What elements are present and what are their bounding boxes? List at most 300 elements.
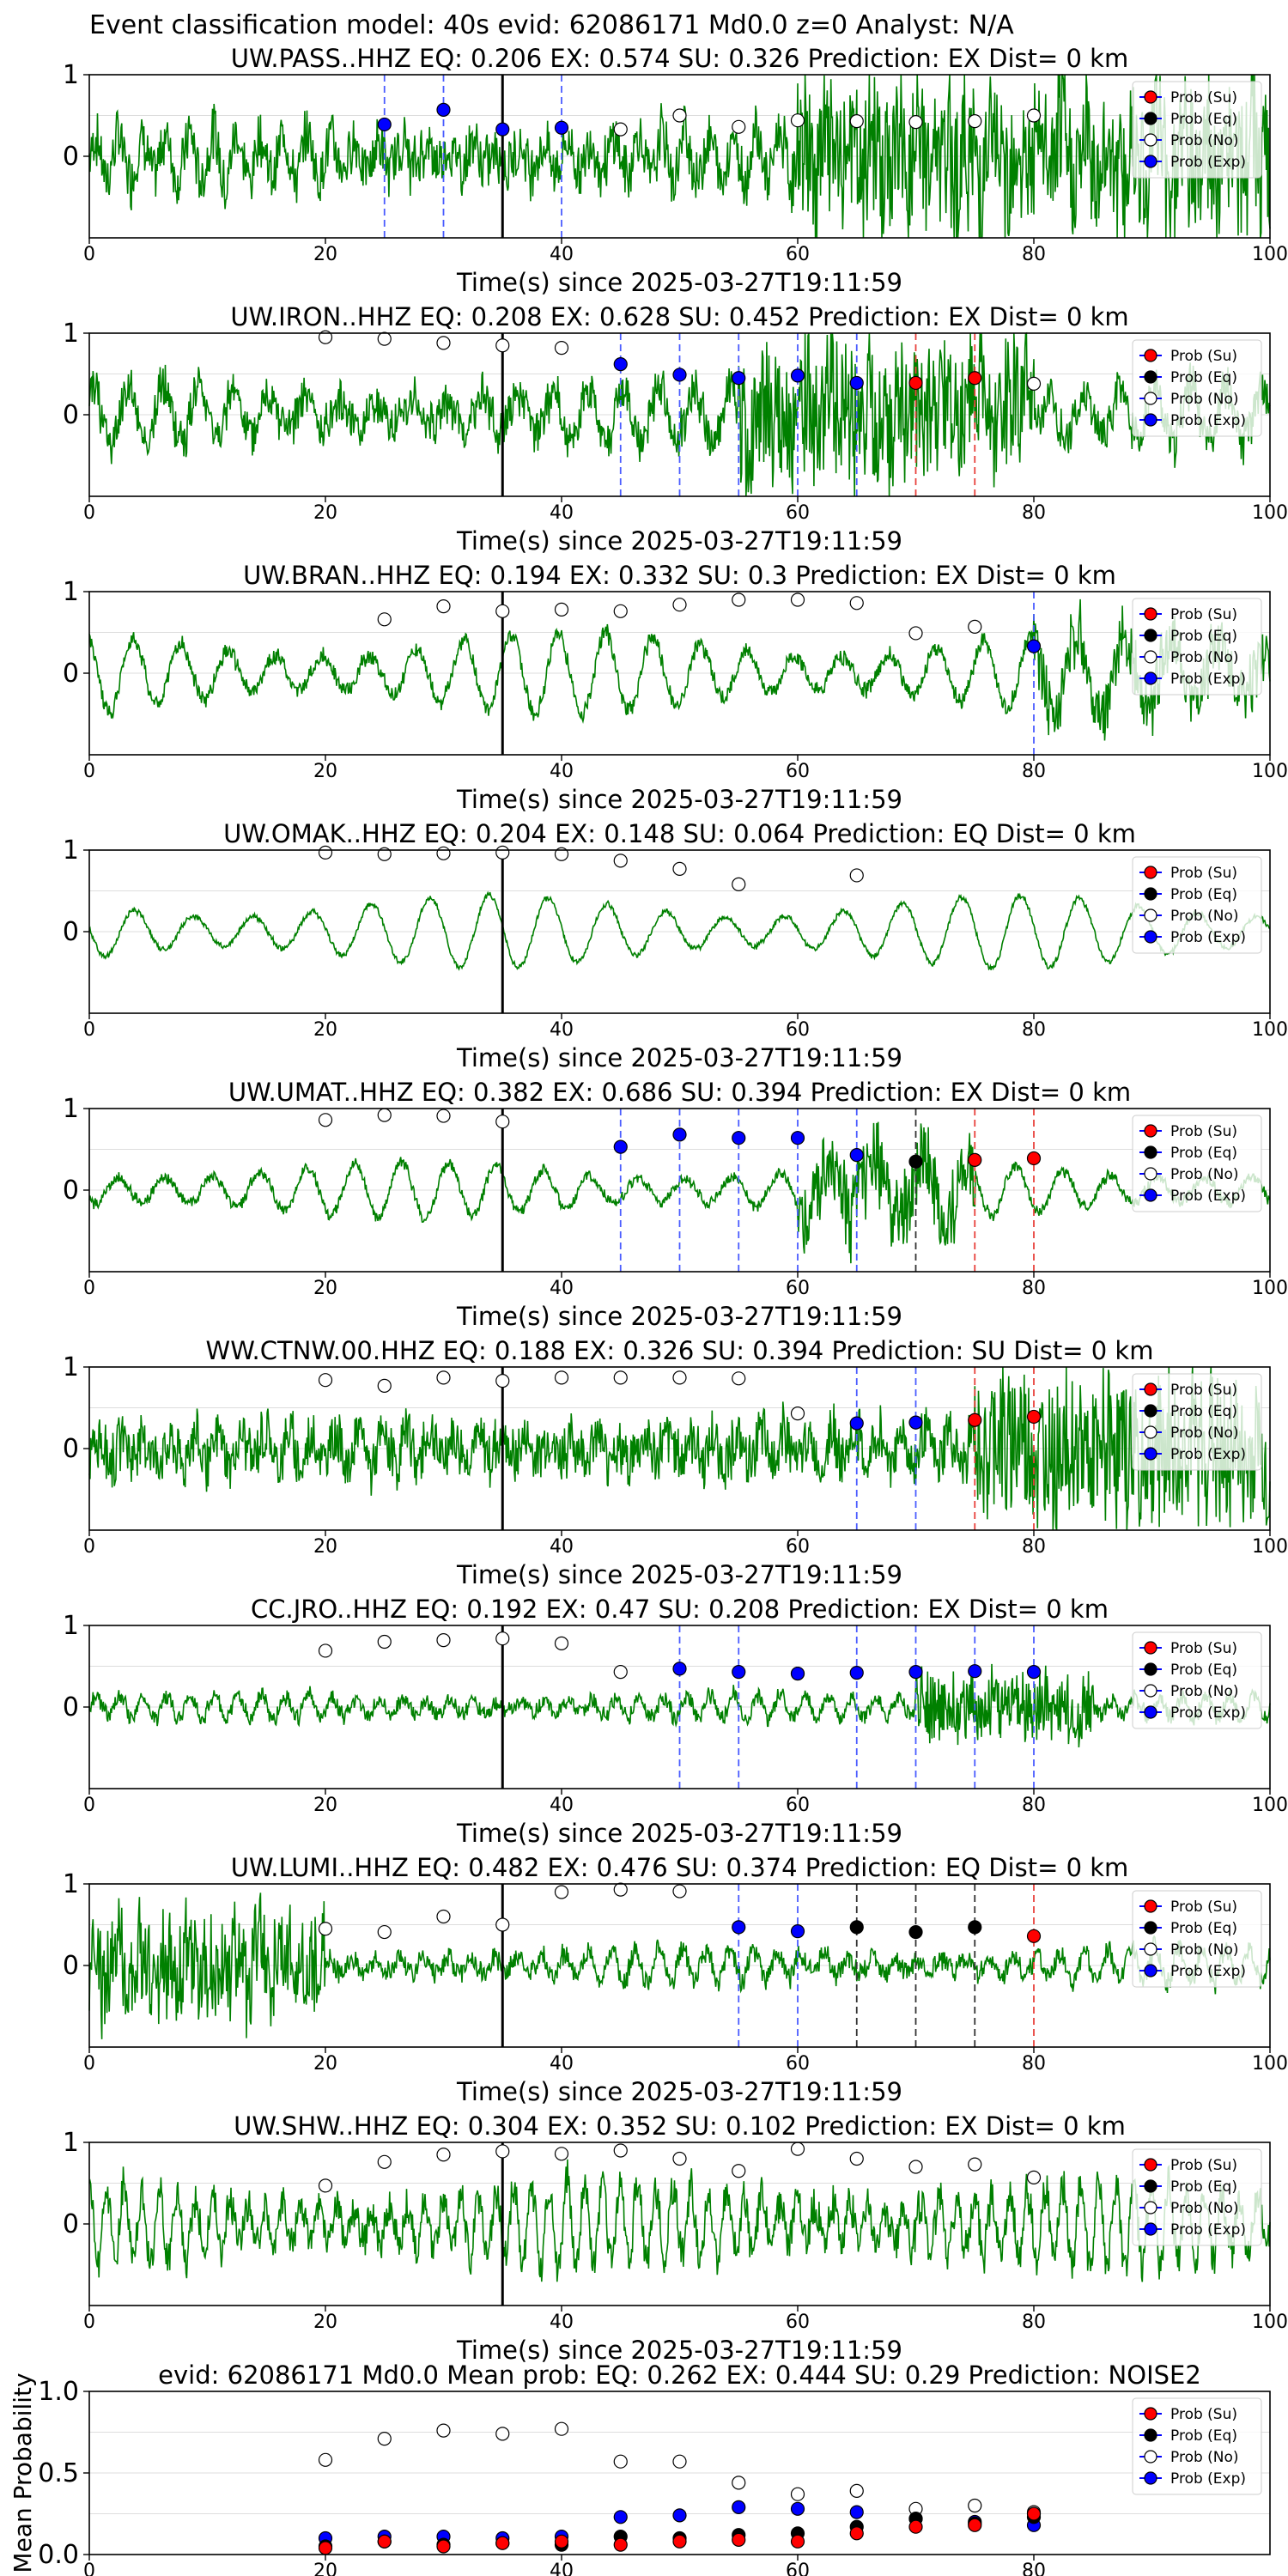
- marker-su: [496, 2537, 509, 2549]
- legend-label: Prob (Exp): [1170, 1446, 1247, 1463]
- x-tick-label: 80: [1022, 502, 1046, 524]
- legend-label: Prob (No): [1170, 391, 1239, 408]
- marker-no: [378, 2155, 391, 2168]
- x-tick-label: 20: [313, 2312, 337, 2333]
- legend-marker-no: [1145, 651, 1157, 663]
- marker-no: [319, 1923, 332, 1935]
- subplot-title: UW.UMAT..HHZ EQ: 0.382 EX: 0.686 SU: 0.394 Prediction: EX Dist= 0 km: [228, 1078, 1132, 1107]
- marker-no: [614, 854, 627, 867]
- marker-no: [437, 600, 450, 613]
- marker-no: [792, 114, 805, 127]
- marker-no: [319, 2179, 332, 2192]
- legend-marker-eq: [1145, 888, 1157, 900]
- legend-label: Prob (Su): [1170, 606, 1237, 623]
- legend: [1133, 1115, 1261, 1212]
- marker-exp: [792, 1925, 805, 1938]
- legend-marker-eq: [1145, 2429, 1157, 2441]
- y-tick-label: 1: [62, 835, 79, 866]
- x-tick-label: 40: [550, 2561, 574, 2576]
- x-tick-label: 80: [1022, 2561, 1046, 2576]
- x-axis-label: Time(s) since 2025-03-27T19:11:59: [457, 526, 902, 556]
- marker-exp: [850, 2506, 863, 2518]
- marker-su: [673, 2535, 686, 2548]
- marker-no: [378, 1926, 391, 1939]
- marker-no: [969, 2158, 981, 2171]
- legend-label: Prob (Eq): [1170, 1403, 1237, 1420]
- legend-marker-eq: [1145, 112, 1157, 125]
- marker-su: [1028, 1410, 1041, 1423]
- subplot-title: UW.PASS..HHZ EQ: 0.206 EX: 0.574 SU: 0.326 Prediction: EX Dist= 0 km: [230, 44, 1129, 73]
- marker-su: [850, 2527, 863, 2540]
- marker-su: [556, 2535, 568, 2548]
- marker-no: [496, 605, 509, 617]
- x-tick-label: 0: [83, 1278, 95, 1299]
- x-tick-label: 60: [786, 761, 810, 782]
- legend-label: Prob (Su): [1170, 348, 1237, 365]
- marker-exp: [792, 369, 805, 382]
- marker-su: [969, 1413, 981, 1426]
- legend-marker-no: [1145, 1168, 1157, 1180]
- x-axis-label: Time(s) since 2025-03-27T19:11:59: [457, 1560, 902, 1589]
- legend-marker-eq: [1145, 371, 1157, 383]
- y-tick-label: 1: [62, 1869, 79, 1899]
- marker-no: [614, 2144, 627, 2157]
- marker-no: [614, 123, 627, 136]
- subplot-7: [63, 1595, 1288, 1848]
- legend-label: Prob (Eq): [1170, 2427, 1237, 2445]
- marker-exp: [732, 1132, 745, 1145]
- x-tick-label: 40: [550, 1536, 574, 1558]
- marker-no: [437, 1109, 450, 1122]
- marker-no: [319, 1114, 332, 1127]
- marker-no: [556, 1637, 568, 1649]
- legend: [1133, 82, 1261, 178]
- legend-label: Prob (No): [1170, 1166, 1239, 1183]
- legend-label: Prob (Eq): [1170, 886, 1237, 903]
- legend-marker-eq: [1145, 1663, 1157, 1675]
- legend-marker-su: [1145, 1900, 1157, 1912]
- legend-label: Prob (Eq): [1170, 111, 1237, 128]
- x-tick-label: 0: [83, 2561, 95, 2576]
- legend-label: Prob (Su): [1170, 2157, 1237, 2174]
- marker-no: [732, 1372, 745, 1385]
- legend-label: Prob (Eq): [1170, 1920, 1237, 1937]
- x-tick-label: 0: [83, 1536, 95, 1558]
- x-tick-label: 0: [83, 1795, 95, 1816]
- x-tick-label: 60: [786, 1536, 810, 1558]
- marker-no: [673, 109, 686, 122]
- subplot-title: UW.SHW..HHZ EQ: 0.304 EX: 0.352 SU: 0.102 Prediction: EX Dist= 0 km: [234, 2111, 1126, 2141]
- legend-label: Prob (Exp): [1170, 929, 1247, 946]
- legend-marker-exp: [1145, 2223, 1157, 2235]
- marker-no: [556, 342, 568, 355]
- legend-label: Prob (Exp): [1170, 2221, 1247, 2239]
- x-tick-label: 100: [1252, 1795, 1288, 1816]
- legend: [1133, 2149, 1261, 2245]
- marker-no: [614, 2455, 627, 2468]
- legend-label: Prob (No): [1170, 1941, 1239, 1959]
- x-tick-label: 80: [1022, 1278, 1046, 1299]
- x-tick-label: 40: [550, 244, 574, 265]
- subplot-title: evid: 62086171 Md0.0 Mean prob: EQ: 0.262 EX: 0.444 SU: 0.29 Prediction: NOISE2: [158, 2360, 1201, 2390]
- legend-label: Prob (Su): [1170, 865, 1237, 882]
- marker-no: [850, 2484, 863, 2497]
- x-tick-label: 0: [83, 761, 95, 782]
- legend-marker-exp: [1145, 414, 1157, 426]
- marker-no: [673, 862, 686, 875]
- legend-marker-eq: [1145, 1405, 1157, 1417]
- legend-marker-su: [1145, 1642, 1157, 1654]
- x-tick-label: 80: [1022, 761, 1046, 782]
- x-tick-label: 0: [83, 2053, 95, 2075]
- marker-exp: [850, 1417, 863, 1430]
- legend-label: Prob (No): [1170, 908, 1239, 925]
- x-tick-label: 40: [550, 502, 574, 524]
- legend-marker-exp: [1145, 931, 1157, 943]
- legend: [1133, 598, 1261, 695]
- legend: [1133, 1632, 1261, 1728]
- marker-no: [969, 620, 981, 633]
- x-tick-label: 0: [83, 1019, 95, 1041]
- legend-label: Prob (Su): [1170, 1382, 1237, 1399]
- marker-no: [556, 1886, 568, 1899]
- legend-marker-exp: [1145, 1965, 1157, 1977]
- marker-no: [850, 2153, 863, 2166]
- x-axis-label: Time(s) since 2025-03-27T19:11:59: [457, 1043, 902, 1072]
- marker-no: [614, 1666, 627, 1679]
- marker-su: [969, 372, 981, 385]
- marker-no: [437, 2424, 450, 2437]
- legend-label: Prob (Su): [1170, 1899, 1237, 1916]
- legend-marker-exp: [1145, 155, 1157, 167]
- legend-marker-no: [1145, 2451, 1157, 2463]
- x-tick-label: 20: [313, 2053, 337, 2075]
- marker-no: [1028, 377, 1041, 390]
- seismic-waveform: [89, 75, 1270, 238]
- marker-no: [614, 605, 627, 617]
- marker-no: [1028, 2171, 1041, 2184]
- marker-no: [673, 598, 686, 611]
- y-tick-label: 1: [62, 577, 79, 607]
- marker-exp: [850, 1667, 863, 1680]
- legend-marker-su: [1145, 1383, 1157, 1395]
- marker-eq: [969, 1921, 981, 1934]
- legend-marker-eq: [1145, 1922, 1157, 1934]
- legend-marker-exp: [1145, 2472, 1157, 2484]
- y-tick-label: 0: [62, 1434, 79, 1464]
- subplot-8: [63, 1853, 1288, 2106]
- marker-no: [732, 2476, 745, 2489]
- marker-no: [437, 1371, 450, 1384]
- marker-no: [437, 1634, 450, 1647]
- legend-marker-eq: [1145, 2180, 1157, 2192]
- legend-label: Prob (Eq): [1170, 628, 1237, 645]
- marker-exp: [732, 1666, 745, 1679]
- legend-label: Prob (Su): [1170, 89, 1237, 106]
- marker-no: [673, 1371, 686, 1384]
- marker-exp: [673, 1662, 686, 1675]
- x-tick-label: 0: [83, 244, 95, 265]
- marker-exp: [673, 2509, 686, 2522]
- marker-no: [319, 1374, 332, 1387]
- marker-no: [496, 339, 509, 352]
- marker-no: [673, 1885, 686, 1898]
- legend-marker-no: [1145, 134, 1157, 146]
- marker-no: [319, 2453, 332, 2466]
- marker-no: [378, 332, 391, 345]
- subplot-5: [63, 1078, 1288, 1331]
- legend-label: Prob (No): [1170, 132, 1239, 149]
- x-tick-label: 100: [1252, 2053, 1288, 2075]
- marker-no: [732, 593, 745, 606]
- marker-no: [614, 1883, 627, 1896]
- x-tick-label: 100: [1252, 502, 1288, 524]
- y-tick-label: 0: [62, 1692, 79, 1722]
- x-tick-label: 60: [786, 1019, 810, 1041]
- marker-no: [792, 593, 805, 606]
- x-tick-label: 60: [786, 244, 810, 265]
- x-tick-label: 40: [550, 2312, 574, 2333]
- marker-no: [556, 603, 568, 616]
- legend-label: Prob (Exp): [1170, 1188, 1247, 1205]
- legend-label: Prob (No): [1170, 649, 1239, 666]
- x-axis-label: Time(s) since 2025-03-27T19:11:59: [457, 785, 902, 814]
- marker-exp: [792, 1668, 805, 1680]
- marker-exp: [437, 103, 450, 116]
- marker-no: [496, 1632, 509, 1645]
- y-tick-label: 0: [62, 400, 79, 430]
- marker-exp: [732, 2500, 745, 2513]
- x-tick-label: 100: [1252, 761, 1288, 782]
- marker-su: [909, 2520, 922, 2533]
- marker-su: [378, 2535, 391, 2548]
- y-tick-label: 0: [62, 917, 79, 947]
- legend-label: Prob (Eq): [1170, 2178, 1237, 2196]
- x-tick-label: 20: [313, 1536, 337, 1558]
- x-axis-label: Time(s) since 2025-03-27T19:11:59: [457, 2077, 902, 2106]
- legend-marker-su: [1145, 608, 1157, 620]
- marker-su: [1028, 1151, 1041, 1164]
- y-tick-label: 0: [62, 1951, 79, 1981]
- y-tick-label: 1: [62, 1094, 79, 1124]
- marker-su: [614, 2538, 627, 2551]
- legend-marker-su: [1145, 2159, 1157, 2171]
- legend-label: Prob (Su): [1170, 2406, 1237, 2423]
- legend-label: Prob (No): [1170, 1683, 1239, 1700]
- x-tick-label: 40: [550, 2053, 574, 2075]
- marker-su: [319, 2542, 332, 2555]
- y-tick-label: 0: [62, 659, 79, 689]
- legend-label: Prob (Su): [1170, 1123, 1237, 1140]
- legend-marker-su: [1145, 866, 1157, 878]
- marker-no: [909, 2160, 922, 2173]
- marker-no: [437, 337, 450, 349]
- x-tick-label: 20: [313, 1278, 337, 1299]
- x-tick-label: 40: [550, 761, 574, 782]
- x-tick-label: 100: [1252, 1278, 1288, 1299]
- legend-marker-no: [1145, 909, 1157, 921]
- marker-no: [556, 2422, 568, 2435]
- marker-exp: [673, 368, 686, 381]
- marker-eq: [909, 1155, 922, 1168]
- marker-su: [909, 376, 922, 389]
- legend-marker-su: [1145, 1125, 1157, 1137]
- subplot-4: [63, 819, 1288, 1072]
- marker-no: [969, 115, 981, 128]
- x-tick-label: 40: [550, 1278, 574, 1299]
- legend-marker-no: [1145, 1943, 1157, 1955]
- marker-eq: [909, 1926, 922, 1939]
- marker-no: [792, 1407, 805, 1420]
- marker-no: [1028, 109, 1041, 122]
- marker-no: [850, 869, 863, 882]
- marker-no: [732, 120, 745, 133]
- y-tick-label: 1: [62, 2128, 79, 2158]
- marker-no: [556, 2148, 568, 2160]
- marker-exp: [1028, 640, 1041, 653]
- marker-exp: [378, 118, 391, 131]
- y-axis-label: Mean Probability: [9, 2372, 37, 2573]
- marker-eq: [850, 1921, 863, 1934]
- x-tick-label: 100: [1252, 2312, 1288, 2333]
- marker-no: [496, 1918, 509, 1931]
- y-tick-label: 1: [62, 319, 79, 349]
- seismic-waveform: [89, 1893, 1270, 2039]
- x-tick-label: 60: [786, 1278, 810, 1299]
- marker-su: [732, 2533, 745, 2546]
- legend-marker-exp: [1145, 1706, 1157, 1718]
- marker-exp: [614, 1140, 627, 1153]
- marker-su: [437, 2540, 450, 2553]
- marker-su: [969, 1153, 981, 1166]
- legend-label: Prob (Exp): [1170, 2470, 1247, 2488]
- marker-exp: [732, 372, 745, 385]
- legend-marker-eq: [1145, 629, 1157, 641]
- legend-marker-no: [1145, 1685, 1157, 1697]
- marker-exp: [792, 1132, 805, 1145]
- marker-exp: [850, 376, 863, 389]
- marker-exp: [1028, 1666, 1041, 1679]
- seismic-waveform: [89, 892, 1270, 970]
- marker-exp: [909, 1416, 922, 1429]
- legend-marker-eq: [1145, 1146, 1157, 1158]
- x-tick-label: 60: [786, 2312, 810, 2333]
- marker-no: [909, 627, 922, 640]
- marker-no: [969, 2500, 981, 2512]
- x-tick-label: 20: [313, 761, 337, 782]
- legend-label: Prob (Eq): [1170, 1662, 1237, 1679]
- subplot-2: [63, 302, 1288, 556]
- x-tick-label: 60: [786, 502, 810, 524]
- y-tick-label: 0.5: [38, 2458, 79, 2488]
- marker-no: [909, 116, 922, 129]
- legend: [1133, 1891, 1261, 1987]
- x-axis-label: Time(s) since 2025-03-27T19:11:59: [457, 1302, 902, 1331]
- x-tick-label: 20: [313, 244, 337, 265]
- x-tick-label: 0: [83, 502, 95, 524]
- legend-marker-su: [1145, 91, 1157, 103]
- legend-marker-su: [1145, 349, 1157, 361]
- seismic-waveform: [89, 599, 1270, 741]
- legend: [1133, 340, 1261, 436]
- marker-no: [732, 878, 745, 890]
- x-tick-label: 0: [83, 2312, 95, 2333]
- x-tick-label: 80: [1022, 1795, 1046, 1816]
- marker-exp: [969, 1665, 981, 1678]
- legend-label: Prob (Eq): [1170, 369, 1237, 386]
- marker-no: [673, 2153, 686, 2166]
- legend-marker-no: [1145, 392, 1157, 404]
- subplot-1: [63, 44, 1288, 297]
- legend-label: Prob (Exp): [1170, 671, 1247, 688]
- marker-exp: [850, 1149, 863, 1162]
- marker-no: [850, 597, 863, 610]
- x-tick-label: 100: [1252, 1019, 1288, 1041]
- legend-label: Prob (No): [1170, 2449, 1239, 2466]
- x-tick-label: 60: [786, 2561, 810, 2576]
- x-tick-label: 100: [1252, 1536, 1288, 1558]
- marker-no: [792, 2488, 805, 2500]
- legend: [1133, 2398, 1261, 2494]
- x-tick-label: 100: [1252, 244, 1288, 265]
- subplot-title: UW.IRON..HHZ EQ: 0.208 EX: 0.628 SU: 0.452 Prediction: EX Dist= 0 km: [230, 302, 1129, 331]
- legend-marker-exp: [1145, 672, 1157, 684]
- subplot-title: WW.CTNW.00.HHZ EQ: 0.188 EX: 0.326 SU: 0.394 Prediction: SU Dist= 0 km: [205, 1336, 1154, 1365]
- x-tick-label: 60: [786, 1795, 810, 1816]
- marker-no: [614, 1371, 627, 1384]
- marker-exp: [496, 123, 509, 136]
- legend-label: Prob (No): [1170, 2200, 1239, 2217]
- marker-no: [378, 1109, 391, 1121]
- legend-label: Prob (Exp): [1170, 1963, 1247, 1980]
- marker-no: [496, 1375, 509, 1388]
- marker-no: [378, 1379, 391, 1392]
- x-tick-label: 20: [313, 1795, 337, 1816]
- marker-exp: [614, 358, 627, 371]
- legend-marker-su: [1145, 2408, 1157, 2420]
- seismic-waveform: [89, 2160, 1270, 2282]
- y-tick-label: 1: [62, 1611, 79, 1641]
- marker-no: [437, 2148, 450, 2161]
- y-tick-label: 0: [62, 142, 79, 172]
- legend-marker-exp: [1145, 1189, 1157, 1201]
- marker-no: [496, 1115, 509, 1128]
- subplot-title: UW.LUMI..HHZ EQ: 0.482 EX: 0.476 SU: 0.374 Prediction: EQ Dist= 0 km: [230, 1853, 1129, 1882]
- marker-no: [850, 115, 863, 128]
- subplot-title: CC.JRO..HHZ EQ: 0.192 EX: 0.47 SU: 0.208 Prediction: EX Dist= 0 km: [251, 1595, 1109, 1624]
- marker-no: [496, 2145, 509, 2158]
- marker-no: [732, 2165, 745, 2178]
- y-tick-label: 0: [62, 1176, 79, 1206]
- x-tick-label: 40: [550, 1019, 574, 1041]
- x-tick-label: 40: [550, 1795, 574, 1816]
- x-tick-label: 20: [313, 1019, 337, 1041]
- subplot-title: UW.OMAK..HHZ EQ: 0.204 EX: 0.148 SU: 0.064 Prediction: EQ Dist= 0 km: [223, 819, 1136, 848]
- marker-no: [437, 847, 450, 860]
- y-tick-label: 1.0: [38, 2377, 79, 2407]
- marker-no: [378, 2433, 391, 2445]
- legend-label: Prob (Exp): [1170, 154, 1247, 171]
- x-tick-label: 20: [313, 2561, 337, 2576]
- subplot-9: [63, 2111, 1288, 2365]
- marker-no: [378, 613, 391, 626]
- marker-exp: [614, 2511, 627, 2524]
- y-tick-label: 1: [62, 1352, 79, 1382]
- marker-no: [792, 2142, 805, 2155]
- x-tick-label: 80: [1022, 244, 1046, 265]
- marker-no: [496, 2427, 509, 2440]
- x-axis-label: Time(s) since 2025-03-27T19:11:59: [457, 268, 902, 297]
